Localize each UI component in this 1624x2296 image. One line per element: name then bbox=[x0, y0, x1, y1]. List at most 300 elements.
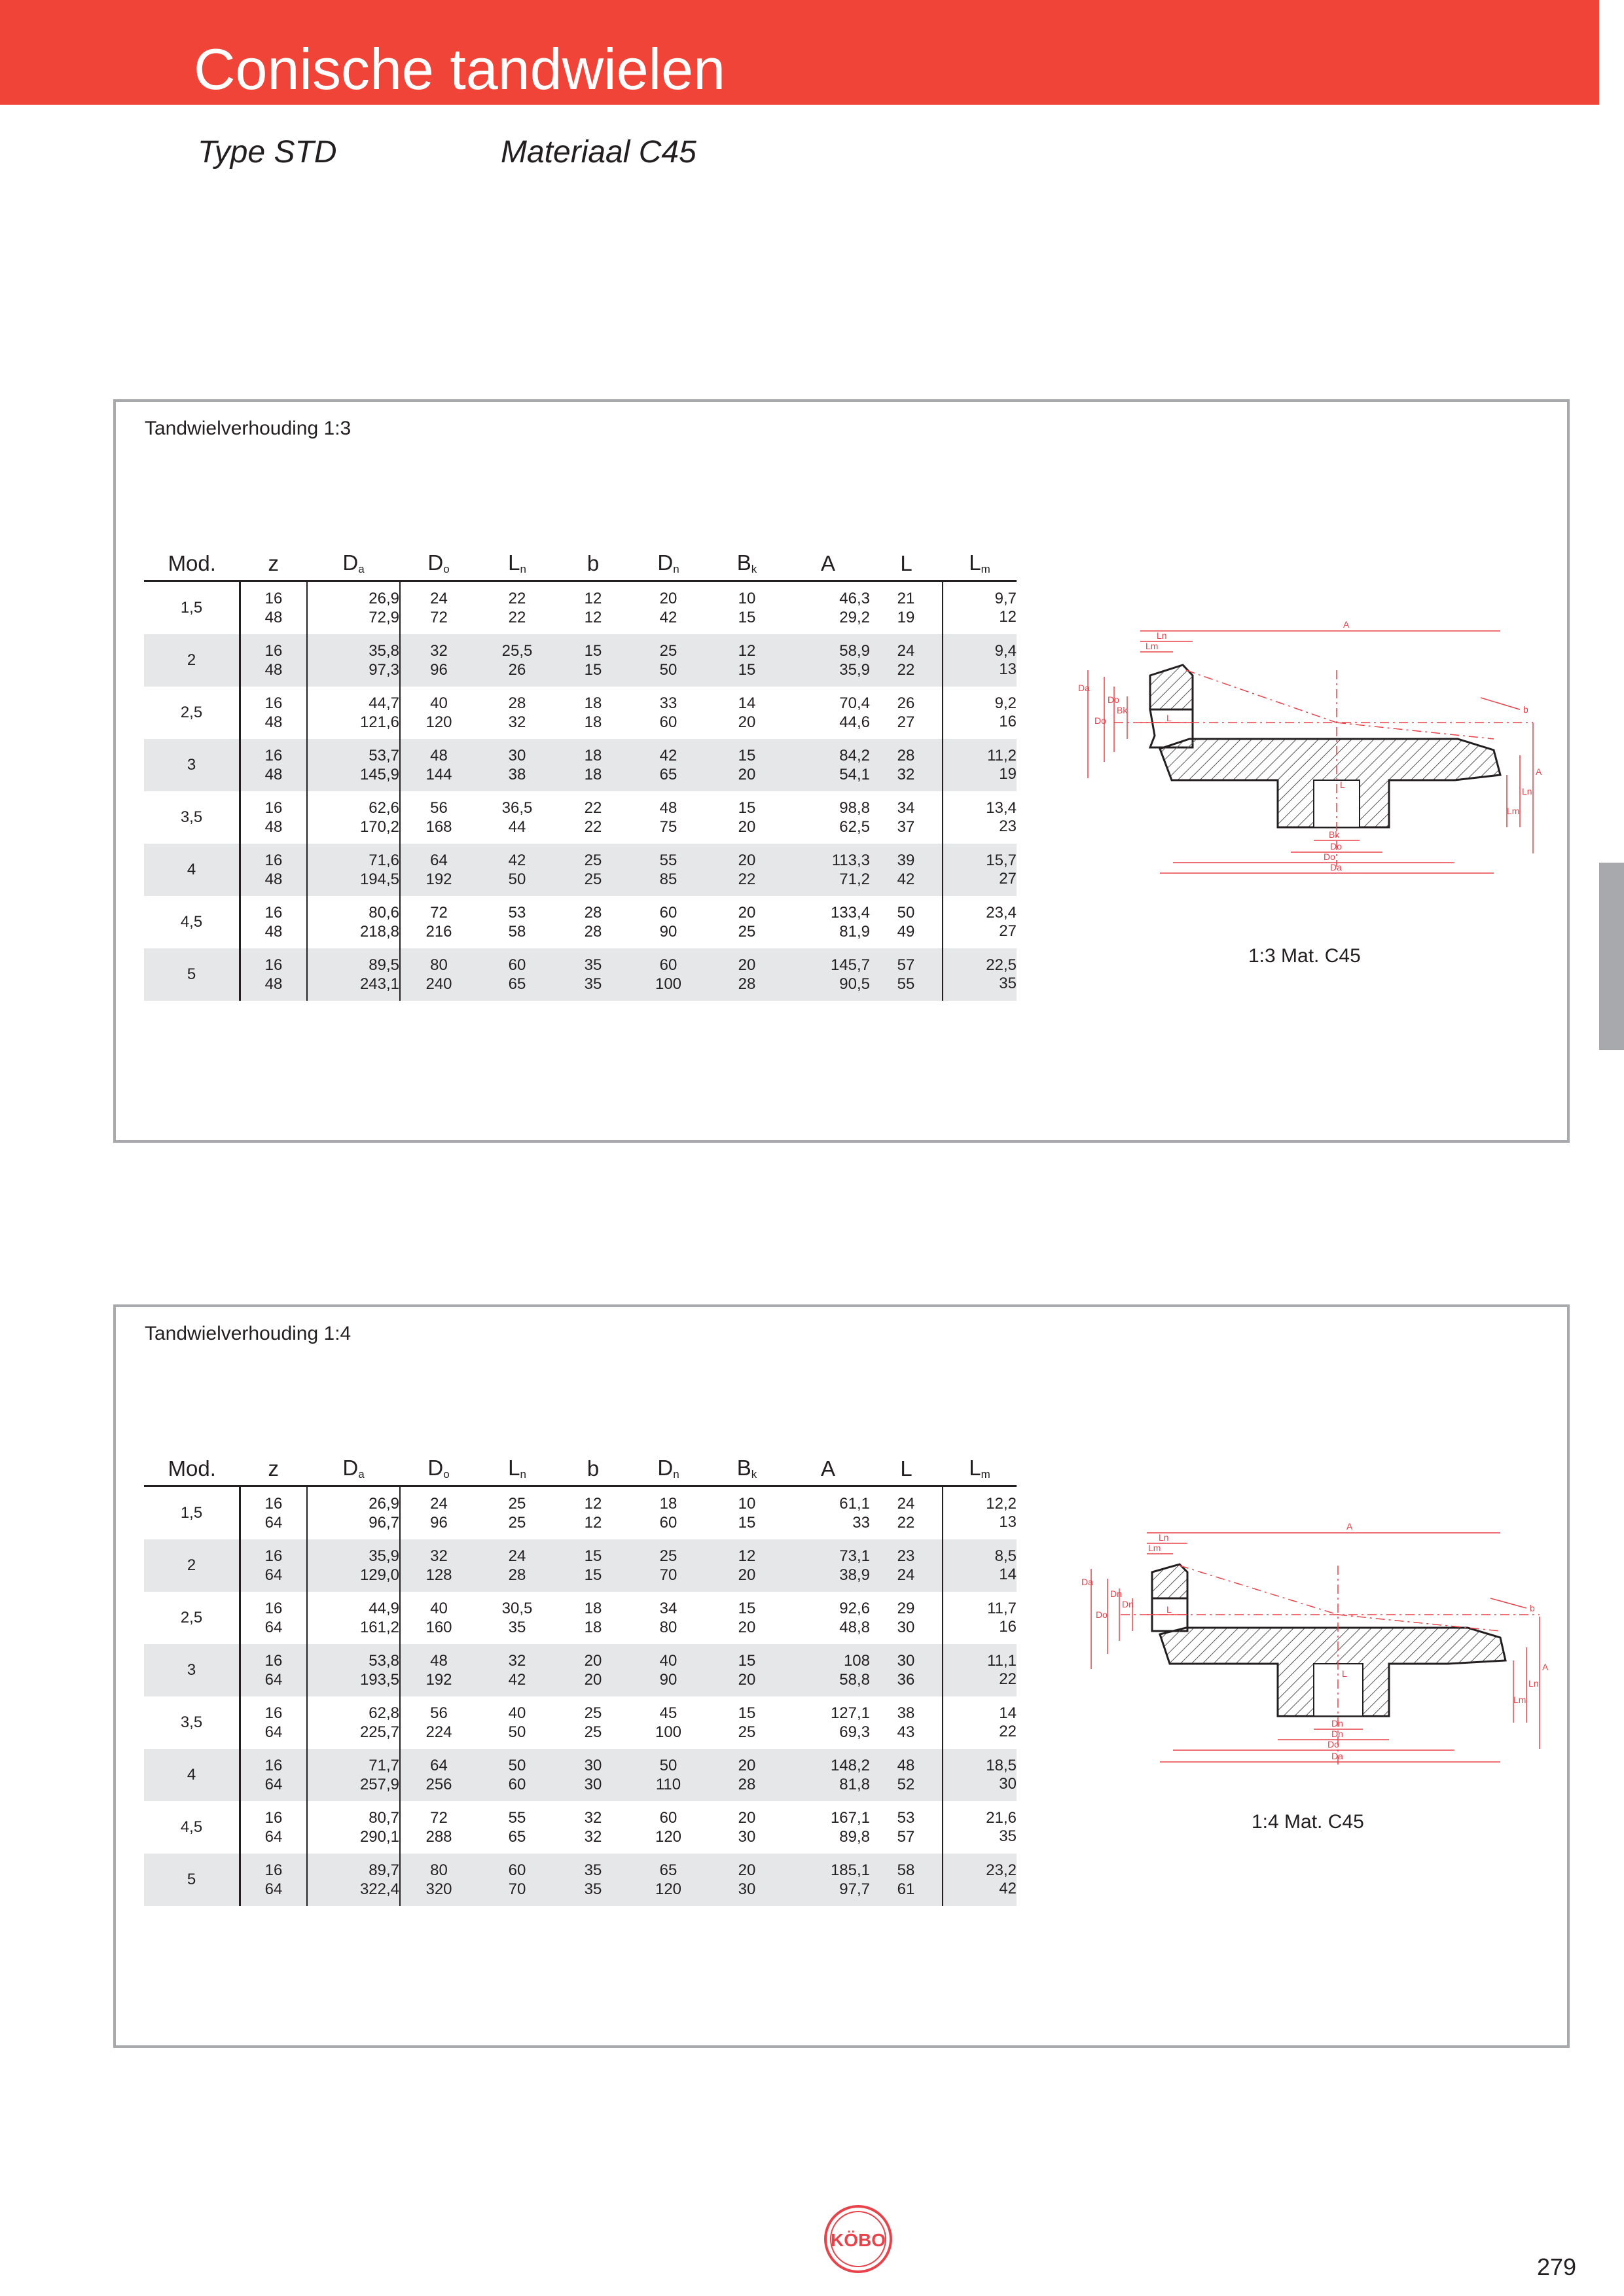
cell-value: 40 bbox=[430, 1600, 448, 1617]
cell-ln bbox=[477, 896, 557, 948]
cell-dn bbox=[629, 1644, 708, 1696]
cell-value: 34 bbox=[897, 799, 915, 817]
cell-value: 120 bbox=[655, 1828, 682, 1846]
cell-value: 257,9 bbox=[359, 1776, 399, 1793]
cell-value: 24 bbox=[508, 1547, 526, 1565]
cell-value: 148,2 bbox=[830, 1757, 870, 1774]
cell-value: 50 bbox=[659, 661, 677, 679]
column-header bbox=[307, 1446, 400, 1486]
cell-b bbox=[557, 687, 629, 739]
cell-value: 16 bbox=[999, 1618, 1017, 1636]
cell-z bbox=[240, 844, 308, 896]
cell-do bbox=[400, 1486, 477, 1540]
column-header bbox=[144, 1446, 240, 1486]
cell-value: 42 bbox=[659, 747, 677, 764]
cell-value: 32 bbox=[584, 1809, 602, 1827]
table-row bbox=[144, 687, 1017, 739]
cell-value: 24 bbox=[897, 642, 915, 660]
cell-value: 53,7 bbox=[369, 747, 399, 764]
column-header bbox=[477, 541, 557, 581]
dim-label-ln-right: Ln bbox=[1522, 786, 1532, 797]
cell-value: 16 bbox=[264, 747, 283, 764]
dim-label-do-bottom-2: Do bbox=[1324, 852, 1335, 862]
cell-value: 16 bbox=[264, 1809, 283, 1827]
dim-label-dn: Dn bbox=[1110, 1588, 1122, 1599]
cell-bk bbox=[708, 1749, 786, 1801]
cell-l bbox=[870, 687, 943, 739]
gear-drawing-1-4 bbox=[1081, 1507, 1553, 1798]
cell-value: 167,1 bbox=[830, 1809, 870, 1827]
cell-l bbox=[870, 948, 943, 1001]
cell-value: 16 bbox=[264, 590, 283, 607]
cell-z bbox=[240, 1801, 308, 1854]
column-header bbox=[557, 541, 629, 581]
cell-value: 12 bbox=[999, 608, 1017, 626]
cell-value: 20 bbox=[738, 818, 756, 836]
cell-value: 32 bbox=[897, 766, 915, 783]
cell-b bbox=[557, 1486, 629, 1540]
cell-value: 48 bbox=[430, 747, 448, 764]
cell-b bbox=[557, 1644, 629, 1696]
cell-value: 16 bbox=[264, 1652, 283, 1670]
cell-value: 44,7 bbox=[369, 694, 399, 712]
cell-value: 64 bbox=[264, 1514, 283, 1532]
cell-bk bbox=[708, 1854, 786, 1906]
kobo-logo-icon bbox=[823, 2204, 893, 2274]
cell-dn bbox=[629, 791, 708, 844]
column-header-main: Mod. bbox=[168, 551, 216, 575]
type-label: Type STD bbox=[198, 135, 337, 170]
panel-title: Tandwielverhouding 1:4 bbox=[145, 1323, 352, 1344]
cell-value: 60 bbox=[659, 713, 677, 731]
cell-value: 13,4 bbox=[986, 799, 1017, 817]
cell-bk bbox=[708, 948, 786, 1001]
cell-value: 64 bbox=[264, 1566, 283, 1584]
column-header bbox=[708, 541, 786, 581]
column-header-sub: a bbox=[358, 1468, 365, 1480]
column-header-main: b bbox=[586, 1456, 600, 1480]
cell-value: 16 bbox=[264, 642, 283, 660]
cell-value: 42 bbox=[897, 870, 915, 888]
cell-do bbox=[400, 1801, 477, 1854]
cell-value: 30 bbox=[897, 1619, 915, 1636]
module-cell: 3 bbox=[144, 739, 240, 791]
cell-bk bbox=[708, 687, 786, 739]
cell-value: 60 bbox=[508, 1776, 526, 1793]
cell-value: 80,6 bbox=[369, 904, 399, 922]
cell-value: 43 bbox=[897, 1723, 915, 1741]
dim-label-bk: Bk bbox=[1117, 705, 1128, 715]
cell-value: 128 bbox=[425, 1566, 452, 1584]
cell-value: 15 bbox=[738, 1514, 756, 1532]
cell-lm bbox=[943, 739, 1017, 791]
cell-value: 69,3 bbox=[839, 1723, 870, 1741]
cell-value: 16 bbox=[264, 852, 283, 869]
column-header bbox=[786, 541, 870, 581]
cell-value: 23,2 bbox=[986, 1861, 1017, 1879]
cell-lm bbox=[943, 1749, 1017, 1801]
cell-value: 71,2 bbox=[839, 870, 870, 888]
cell-value: 35 bbox=[584, 1861, 602, 1879]
column-header-main: b bbox=[586, 551, 600, 575]
cell-value: 48 bbox=[264, 923, 283, 941]
cell-value: 16 bbox=[264, 1704, 283, 1722]
cell-value: 22 bbox=[584, 799, 602, 817]
cell-value: 80 bbox=[659, 1619, 677, 1636]
dim-label-da: Da bbox=[1081, 1577, 1093, 1587]
cell-value: 55 bbox=[508, 1809, 526, 1827]
cell-value: 33 bbox=[659, 694, 677, 712]
cell-value: 45 bbox=[659, 1704, 677, 1722]
cell-ln bbox=[477, 1696, 557, 1749]
cell-value: 218,8 bbox=[359, 923, 399, 941]
column-header bbox=[557, 1446, 629, 1486]
module-cell: 5 bbox=[144, 1854, 240, 1906]
cell-value: 15 bbox=[738, 747, 756, 764]
cell-value: 56 bbox=[430, 799, 448, 817]
column-header-main: B bbox=[736, 1456, 751, 1480]
cell-b bbox=[557, 1749, 629, 1801]
cell-value: 92,6 bbox=[839, 1600, 870, 1617]
dim-label-do: Do bbox=[1096, 1609, 1108, 1620]
cell-value: 60 bbox=[659, 1809, 677, 1827]
cell-l bbox=[870, 1749, 943, 1801]
cell-l bbox=[870, 1854, 943, 1906]
cell-ln bbox=[477, 1749, 557, 1801]
cell-b bbox=[557, 1592, 629, 1644]
cell-value: 129,0 bbox=[359, 1566, 399, 1584]
cell-b bbox=[557, 1854, 629, 1906]
cell-value: 72 bbox=[430, 609, 448, 626]
cell-value: 38,9 bbox=[839, 1566, 870, 1584]
cell-da bbox=[307, 634, 400, 687]
cell-ln bbox=[477, 1486, 557, 1540]
cell-value: 29 bbox=[897, 1600, 915, 1617]
cell-b bbox=[557, 791, 629, 844]
module-cell: 3 bbox=[144, 1644, 240, 1696]
cell-value: 50 bbox=[508, 870, 526, 888]
dim-label-dn-bottom: Dn bbox=[1331, 1718, 1343, 1729]
cell-value: 96 bbox=[430, 661, 448, 679]
cell-bk bbox=[708, 896, 786, 948]
cell-value: 120 bbox=[425, 713, 452, 731]
cell-a bbox=[786, 844, 870, 896]
cell-z bbox=[240, 791, 308, 844]
cell-do bbox=[400, 634, 477, 687]
cell-value: 20 bbox=[738, 852, 756, 869]
cell-lm bbox=[943, 581, 1017, 635]
cell-dn bbox=[629, 1801, 708, 1854]
cell-value: 16 bbox=[264, 799, 283, 817]
module-cell: 1,5 bbox=[144, 581, 240, 635]
cell-ln bbox=[477, 687, 557, 739]
module-cell: 1,5 bbox=[144, 1486, 240, 1540]
cell-value: 39 bbox=[897, 852, 915, 869]
cell-value: 28 bbox=[584, 923, 602, 941]
cell-da bbox=[307, 1696, 400, 1749]
cell-value: 55 bbox=[659, 852, 677, 869]
cell-value: 80,7 bbox=[369, 1809, 399, 1827]
cell-a bbox=[786, 948, 870, 1001]
cell-value: 89,5 bbox=[369, 956, 399, 974]
cell-value: 23 bbox=[999, 817, 1017, 835]
column-header bbox=[400, 1446, 477, 1486]
cell-dn bbox=[629, 1486, 708, 1540]
cell-ln bbox=[477, 948, 557, 1001]
cell-dn bbox=[629, 1592, 708, 1644]
cell-value: 25 bbox=[508, 1495, 526, 1513]
cell-value: 46,3 bbox=[839, 590, 870, 607]
column-header-main: Mod. bbox=[168, 1456, 216, 1480]
cell-do bbox=[400, 1592, 477, 1644]
cell-da bbox=[307, 1592, 400, 1644]
cell-value: 110 bbox=[655, 1776, 681, 1793]
cell-value: 48 bbox=[659, 799, 677, 817]
cell-value: 15 bbox=[738, 1600, 756, 1617]
dim-label-do-bottom: Do bbox=[1327, 1739, 1339, 1749]
cell-value: 75 bbox=[659, 818, 677, 836]
cell-value: 23,4 bbox=[986, 904, 1017, 922]
cell-value: 50 bbox=[508, 1723, 526, 1741]
cell-value: 14 bbox=[999, 1566, 1017, 1583]
cell-value: 13 bbox=[999, 660, 1017, 678]
cell-value: 35,8 bbox=[369, 642, 399, 660]
column-header-main: D bbox=[427, 550, 444, 575]
column-header-main: D bbox=[342, 550, 359, 575]
cell-value: 58,8 bbox=[839, 1671, 870, 1689]
cell-value: 21 bbox=[897, 590, 915, 607]
module-cell: 2 bbox=[144, 1539, 240, 1592]
cell-da bbox=[307, 1854, 400, 1906]
cell-value: 32 bbox=[430, 1547, 448, 1565]
cell-value: 48 bbox=[264, 661, 283, 679]
cell-do bbox=[400, 1854, 477, 1906]
cell-value: 14 bbox=[738, 694, 756, 712]
cell-value: 25 bbox=[584, 852, 602, 869]
cell-l bbox=[870, 1696, 943, 1749]
cell-value: 113,3 bbox=[831, 852, 870, 869]
cell-a bbox=[786, 1644, 870, 1696]
cell-a bbox=[786, 1854, 870, 1906]
cell-value: 28 bbox=[897, 747, 915, 764]
dim-label-l-center: L bbox=[1340, 780, 1345, 790]
cell-value: 21,6 bbox=[986, 1809, 1017, 1827]
cell-value: 60 bbox=[659, 904, 677, 922]
cell-do bbox=[400, 896, 477, 948]
cell-value: 9,2 bbox=[994, 694, 1017, 712]
cell-value: 18,5 bbox=[986, 1757, 1017, 1774]
cell-value: 28 bbox=[508, 694, 526, 712]
column-header-main: L bbox=[969, 1456, 981, 1480]
cell-value: 20 bbox=[659, 590, 677, 607]
cell-value: 97,7 bbox=[839, 1880, 870, 1898]
cell-lm bbox=[943, 1854, 1017, 1906]
cell-do bbox=[400, 1644, 477, 1696]
column-header-main: L bbox=[508, 1456, 520, 1480]
cell-value: 288 bbox=[425, 1828, 452, 1846]
cell-value: 16 bbox=[264, 904, 283, 922]
cell-bk bbox=[708, 1644, 786, 1696]
cell-value: 25 bbox=[738, 923, 756, 941]
cell-value: 89,7 bbox=[369, 1861, 399, 1879]
column-header-sub: n bbox=[673, 563, 679, 575]
cell-value: 100 bbox=[655, 1723, 682, 1741]
cell-value: 65 bbox=[508, 975, 526, 993]
cell-z bbox=[240, 634, 308, 687]
cell-value: 35 bbox=[584, 975, 602, 993]
cell-value: 24 bbox=[897, 1495, 915, 1513]
table-row bbox=[144, 948, 1017, 1001]
cell-ln bbox=[477, 634, 557, 687]
cell-da bbox=[307, 581, 400, 635]
cell-value: 20 bbox=[738, 1566, 756, 1584]
cell-value: 320 bbox=[425, 1880, 452, 1898]
cell-da bbox=[307, 1801, 400, 1854]
cell-value: 70,4 bbox=[839, 694, 870, 712]
table-row bbox=[144, 739, 1017, 791]
cell-value: 18 bbox=[584, 747, 602, 764]
cell-value: 120 bbox=[655, 1880, 682, 1898]
cell-value: 193,5 bbox=[359, 1671, 399, 1689]
cell-value: 98,8 bbox=[839, 799, 870, 817]
cell-ln bbox=[477, 1854, 557, 1906]
cell-value: 22 bbox=[508, 609, 526, 626]
cell-value: 16 bbox=[264, 1495, 283, 1513]
cell-value: 10 bbox=[738, 590, 756, 607]
cell-value: 58 bbox=[897, 1861, 915, 1879]
cell-bk bbox=[708, 1486, 786, 1540]
cell-value: 16 bbox=[264, 1861, 283, 1879]
cell-value: 53 bbox=[897, 1809, 915, 1827]
side-tab[interactable] bbox=[1599, 863, 1624, 1050]
dim-label-da-bottom: Da bbox=[1331, 1751, 1343, 1761]
table-row bbox=[144, 634, 1017, 687]
cell-value: 168 bbox=[425, 818, 452, 836]
cell-value: 32 bbox=[430, 642, 448, 660]
module-cell: 3,5 bbox=[144, 1696, 240, 1749]
cell-l bbox=[870, 739, 943, 791]
cell-bk bbox=[708, 844, 786, 896]
cell-value: 13 bbox=[999, 1513, 1017, 1531]
cell-ln bbox=[477, 844, 557, 896]
pinion-body bbox=[1152, 1564, 1187, 1631]
cell-value: 73,1 bbox=[839, 1547, 870, 1565]
cell-value: 80 bbox=[430, 1861, 448, 1879]
svg-text:KÖBO: KÖBO bbox=[831, 2230, 886, 2250]
cell-value: 65 bbox=[508, 1828, 526, 1846]
cell-value: 62,5 bbox=[839, 818, 870, 836]
cell-a bbox=[786, 896, 870, 948]
column-header bbox=[240, 541, 308, 581]
cell-value: 57 bbox=[897, 1828, 915, 1846]
cell-do bbox=[400, 1539, 477, 1592]
cell-bk bbox=[708, 791, 786, 844]
cell-do bbox=[400, 687, 477, 739]
cell-value: 90 bbox=[659, 1671, 677, 1689]
cell-value: 27 bbox=[999, 922, 1017, 940]
cell-value: 25 bbox=[584, 870, 602, 888]
cell-l bbox=[870, 1592, 943, 1644]
cell-ln bbox=[477, 581, 557, 635]
cell-value: 18 bbox=[584, 1619, 602, 1636]
dim-label-lm-right: Lm bbox=[1507, 806, 1520, 816]
material-label: Materiaal C45 bbox=[501, 135, 696, 170]
cell-value: 35,9 bbox=[369, 1547, 399, 1565]
dim-label-l: L bbox=[1166, 1604, 1172, 1615]
cell-value: 35 bbox=[584, 1880, 602, 1898]
cell-l bbox=[870, 896, 943, 948]
spec-table bbox=[144, 541, 1017, 1001]
module-cell: 3,5 bbox=[144, 791, 240, 844]
cell-value: 15 bbox=[738, 1652, 756, 1670]
cell-value: 35 bbox=[999, 975, 1017, 992]
cell-a bbox=[786, 1749, 870, 1801]
cell-value: 12 bbox=[584, 609, 602, 626]
cell-ln bbox=[477, 1801, 557, 1854]
cell-value: 15 bbox=[738, 799, 756, 817]
cell-value: 64 bbox=[430, 852, 448, 869]
cell-value: 35 bbox=[584, 956, 602, 974]
cell-value: 26,9 bbox=[369, 1495, 399, 1513]
column-header-sub: k bbox=[751, 1468, 757, 1480]
cell-value: 18 bbox=[584, 713, 602, 731]
cell-bk bbox=[708, 1539, 786, 1592]
column-header bbox=[307, 541, 400, 581]
cell-da bbox=[307, 896, 400, 948]
cell-dn bbox=[629, 1539, 708, 1592]
table-row bbox=[144, 1644, 1017, 1696]
cell-value: 32 bbox=[508, 713, 526, 731]
cell-value: 8,5 bbox=[994, 1547, 1017, 1565]
cell-ln bbox=[477, 1539, 557, 1592]
cell-value: 24 bbox=[430, 1495, 448, 1513]
dim-label-ln: Ln bbox=[1157, 630, 1167, 641]
cell-value: 161,2 bbox=[359, 1619, 399, 1636]
cell-dn bbox=[629, 1854, 708, 1906]
cell-z bbox=[240, 896, 308, 948]
dim-label-do: Do bbox=[1108, 694, 1119, 705]
cell-lm bbox=[943, 1592, 1017, 1644]
cell-value: 61 bbox=[897, 1880, 915, 1898]
cell-value: 48 bbox=[264, 870, 283, 888]
cell-value: 65 bbox=[659, 1861, 677, 1879]
cell-do bbox=[400, 739, 477, 791]
cell-da bbox=[307, 844, 400, 896]
cell-value: 44 bbox=[508, 818, 526, 836]
cell-value: 32 bbox=[508, 1652, 526, 1670]
cell-do bbox=[400, 581, 477, 635]
column-header-main: L bbox=[508, 550, 520, 575]
column-header-sub: k bbox=[751, 563, 757, 575]
column-header-main: L bbox=[900, 1456, 912, 1480]
column-header bbox=[477, 1446, 557, 1486]
cell-value: 58 bbox=[508, 923, 526, 941]
cell-value: 48,8 bbox=[839, 1619, 870, 1636]
cell-value: 194,5 bbox=[359, 870, 399, 888]
dim-label-da: Da bbox=[1078, 683, 1090, 693]
cell-value: 185,1 bbox=[830, 1861, 870, 1879]
cell-a bbox=[786, 581, 870, 635]
cell-da bbox=[307, 687, 400, 739]
cell-a bbox=[786, 739, 870, 791]
cell-bk bbox=[708, 634, 786, 687]
column-header-main: D bbox=[657, 1456, 674, 1480]
cell-value: 15 bbox=[738, 1704, 756, 1722]
cell-value: 24 bbox=[897, 1566, 915, 1584]
cell-do bbox=[400, 948, 477, 1001]
cell-bk bbox=[708, 1592, 786, 1644]
module-cell: 4,5 bbox=[144, 1801, 240, 1854]
